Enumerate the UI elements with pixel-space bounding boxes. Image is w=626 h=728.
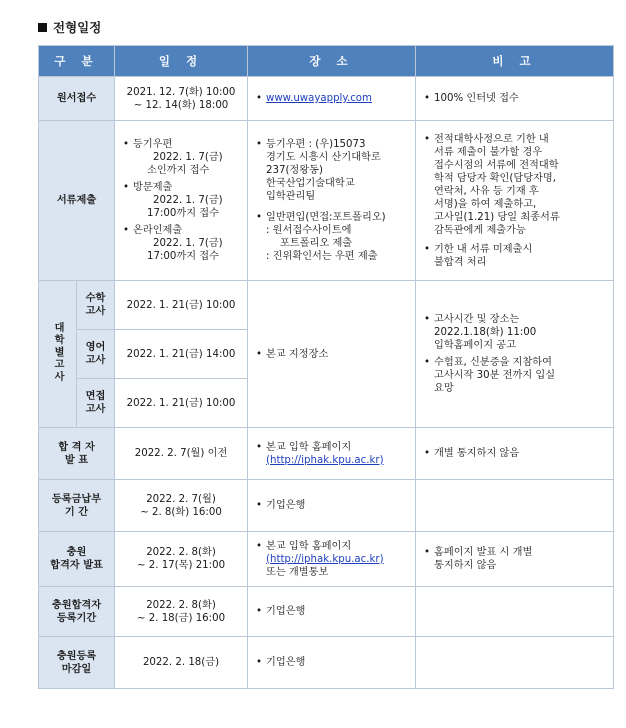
exam-interview-schedule: 2022. 1. 21(금) 10:00: [115, 379, 248, 428]
note-cell: • 100% 인터넷 접수: [416, 77, 614, 121]
exam-english-label: 영어 고사: [77, 330, 115, 379]
exam-interview-label: 면접 고사: [77, 379, 115, 428]
schedule-cell: • 등기우편 2022. 1. 7(금) 소인까지 접수 • 방문제출 2022. 1. 7(금) 17:00까지 접수 • 온라인제출 2022. 1. 7(금) 17:00까지 접수: [115, 121, 248, 281]
row-label: 원서접수: [39, 77, 115, 121]
place-cell: • 기업은행: [248, 637, 416, 689]
section-title-text: 전형일정: [53, 20, 102, 35]
exam-place-cell: • 본교 지정장소: [248, 281, 416, 428]
exam-group-label: 대학별고사: [39, 281, 77, 428]
note-cell: [416, 587, 614, 637]
row-results: [39, 428, 614, 480]
place-cell: • 본교 입학 홈페이지 (http://iphak.kpu.ac.kr) 또는 개별통보: [248, 532, 416, 587]
row-exam-math: [39, 281, 614, 330]
row-documents: [39, 121, 614, 281]
schedule-cell: 2022. 2. 8(화) ~ 2. 17(목) 21:00: [115, 532, 248, 587]
row-label: 충원합격자 등록기간: [39, 587, 115, 637]
section-title: [38, 18, 101, 36]
exam-note-cell: • 고사시간 및 장소는 2022.1.18(화) 11:00 입학홈페이지 공고 • 수험표, 신분증을 지참하여 고사시작 30분 전까지 입실 요망: [416, 281, 614, 428]
header-schedule: 일 정: [115, 46, 248, 77]
exam-math-label: 수학 고사: [77, 281, 115, 330]
exam-math-schedule: 2022. 1. 21(금) 10:00: [115, 281, 248, 330]
row-extra-period: [39, 587, 614, 637]
row-extra-deadline: [39, 637, 614, 689]
row-label: 충원등록 마감일: [39, 637, 115, 689]
place-cell: • 기업은행: [248, 480, 416, 532]
header-note: 비 고: [416, 46, 614, 77]
header-row: [39, 46, 614, 77]
note-cell: • 개별 통지하지 않음: [416, 428, 614, 480]
application-site-link[interactable]: www.uwayapply.com: [266, 93, 372, 104]
schedule-table: [38, 45, 614, 689]
schedule-cell: 2022. 2. 8(화) ~ 2. 18(금) 16:00: [115, 587, 248, 637]
note-cell: • 홈페이지 발표 시 개별 통지하지 않음: [416, 532, 614, 587]
schedule-cell: 2021. 12. 7(화) 10:00 ~ 12. 14(화) 18:00: [115, 77, 248, 121]
row-label: 충원 합격자 발표: [39, 532, 115, 587]
exam-english-schedule: 2022. 1. 21(금) 14:00: [115, 330, 248, 379]
schedule-cell: 2022. 2. 7(월) 이전: [115, 428, 248, 480]
square-bullet-icon: [38, 23, 47, 32]
row-label: 서류제출: [39, 121, 115, 281]
admission-site-link[interactable]: (http://iphak.kpu.ac.kr): [266, 454, 384, 466]
row-extra-results: [39, 532, 614, 587]
note-cell: [416, 637, 614, 689]
schedule-cell: 2022. 2. 7(월) ~ 2. 8(화) 16:00: [115, 480, 248, 532]
header-category: 구 분: [39, 46, 115, 77]
note-cell: • 전적대학사정으로 기한 내 서류 제출이 불가할 경우 접수시점의 서류에 전적대학 학적 담당자 확인(담당자명, 연락처, 사유 등 기재 후 서명)을 하여 제출하고, 고사일(1.21) 당일 최종서류 감독관에게 제출가능 • 기한 내 서류 미제출시 불합격 처리: [416, 121, 614, 281]
place-cell: • 등기우편 : (우)15073 경기도 시흥시 산기대학로 237(정왕동) 한국산업기술대학교 입학관리팀 • 일반편입(면접:포트폴리오) : 원서접수사이트에 포트폴리오 제출 : 진위확인서는 우편 제출: [248, 121, 416, 281]
place-cell: • 기업은행: [248, 587, 416, 637]
row-label: 등록금납부 기 간: [39, 480, 115, 532]
place-cell: • 본교 입학 홈페이지 (http://iphak.kpu.ac.kr): [248, 428, 416, 480]
note-cell: [416, 480, 614, 532]
row-label: 합 격 자 발 표: [39, 428, 115, 480]
admission-site-link[interactable]: (http://iphak.kpu.ac.kr): [266, 553, 384, 565]
row-application: [39, 77, 614, 121]
header-place: 장 소: [248, 46, 416, 77]
place-cell: [248, 77, 416, 121]
row-payment: [39, 480, 614, 532]
schedule-cell: 2022. 2. 18(금): [115, 637, 248, 689]
